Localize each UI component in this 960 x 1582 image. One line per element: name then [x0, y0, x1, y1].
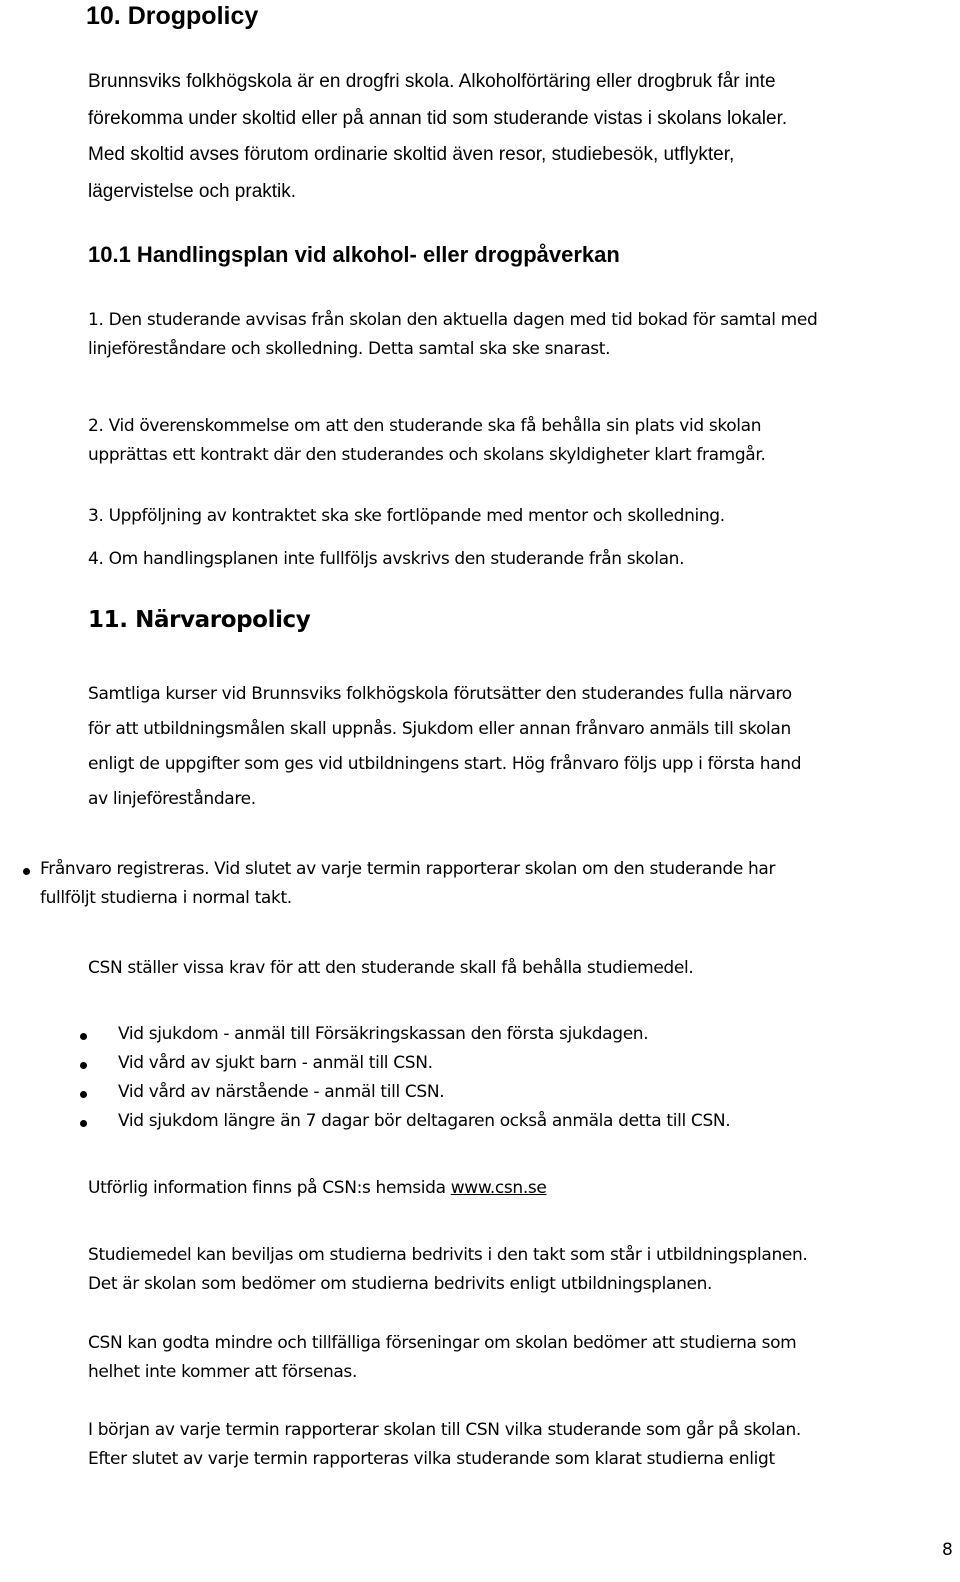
text-line: för att utbildningsmålen skall uppnås. Sjukdom eller annan frånvaro anmäls till skolan — [88, 719, 791, 739]
text-line: Samtliga kurser vid Brunnsviks folkhögskola förutsätter den studerandes fulla närvaro — [88, 684, 792, 704]
text-line: Med skoltid avses förutom ordinarie skoltid även resor, studiebesök, utflykter, — [88, 144, 735, 165]
text-line: CSN kan godta mindre och tillfälliga förseningar om skolan bedömer att studierna som — [88, 1333, 797, 1353]
drug-policy-intro — [88, 64, 948, 210]
study-pace-paragraph — [88, 1241, 953, 1299]
csn-info-text — [88, 1174, 953, 1203]
text-line: lägervistelse och praktik. — [88, 180, 297, 202]
delays-paragraph — [88, 1329, 953, 1387]
bullet-icon — [80, 1062, 87, 1069]
text-line: fullföljt studierna i normal takt. — [40, 888, 292, 908]
text-line: Frånvaro registreras. Vid slutet av varje termin rapporterar skolan om den studerande har — [40, 859, 776, 879]
csn-bullet-sickness: Vid sjukdom - anmäl till Försäkringskassan den första sjukdagen. — [118, 1024, 649, 1044]
csn-website-link[interactable]: www.csn.se — [450, 1178, 547, 1198]
text-line: av linjeföreståndare. — [88, 789, 256, 809]
text-line: 3. Uppföljning av kontraktet ska ske fortlöpande med mentor och skolledning. — [88, 506, 725, 526]
bullet-icon — [23, 868, 30, 875]
text-line: upprättas ett kontrakt där den studerandes och skolans skyldigheter klart framgår. — [88, 445, 766, 465]
text-line: Brunnsviks folkhögskola är en drogfri skola. Alkoholförtäring eller drogbruk får inte — [88, 71, 776, 92]
text-line: Studiemedel kan beviljas om studierna bedrivits i den takt som står i utbildningsplanen. — [88, 1245, 808, 1265]
text-line: 2. Vid överenskommelse om att den studerande ska få behålla sin plats vid skolan — [88, 416, 762, 436]
action-step-2 — [88, 412, 953, 470]
action-step-3 — [88, 502, 953, 531]
csn-requirements-text — [88, 954, 953, 983]
csn-bullet-relative-care: Vid vård av närstående - anmäl till CSN. — [118, 1082, 445, 1102]
text-line: CSN ställer vissa krav för att den studerande skall få behålla studiemedel. — [88, 958, 694, 978]
bullet-icon — [80, 1091, 87, 1098]
page-number: 8 — [942, 1540, 953, 1560]
text-line: Det är skolan som bedömer om studierna bedrivits enligt utbildningsplanen. — [88, 1274, 713, 1294]
reporting-paragraph — [88, 1416, 953, 1474]
info-prefix: Utförlig information finns på CSN:s hemsida — [88, 1178, 451, 1198]
bullet-icon — [80, 1033, 87, 1040]
section-11-heading: 11. Närvaropolicy — [88, 607, 311, 633]
text-line: I början av varje termin rapporterar skolan till CSN vilka studerande som går på skolan. — [88, 1420, 801, 1440]
action-step-1 — [88, 306, 953, 364]
absence-registration-bullet — [40, 855, 905, 913]
csn-bullet-long-sickness: Vid sjukdom längre än 7 dagar bör deltagaren också anmäla detta till CSN. — [118, 1111, 731, 1131]
text-line: enligt de uppgifter som ges vid utbildningens start. Hög frånvaro följs upp i första hand — [88, 754, 802, 774]
csn-bullet-sick-child: Vid vård av sjukt barn - anmäl till CSN. — [118, 1053, 433, 1073]
text-line: helhet inte kommer att försenas. — [88, 1362, 357, 1382]
text-line — [88, 1174, 953, 1203]
text-line: 1. Den studerande avvisas från skolan den aktuella dagen med tid bokad för samtal med — [88, 310, 818, 330]
bullet-icon — [80, 1120, 87, 1127]
attendance-policy-intro — [88, 677, 953, 817]
text-line: förekomma under skoltid eller på annan tid som studerande vistas i skolans lokaler. — [88, 107, 788, 129]
text-line: Efter slutet av varje termin rapporteras vilka studerande som klarat studierna enligt — [88, 1449, 775, 1469]
text-line: 4. Om handlingsplanen inte fullföljs avskrivs den studerande från skolan. — [88, 549, 685, 569]
text-line: linjeföreståndare och skolledning. Detta samtal ska ske snarast. — [88, 339, 611, 359]
action-step-4 — [88, 545, 953, 574]
section-10-1-heading: 10.1 Handlingsplan vid alkohol- eller drogpåverkan — [88, 242, 620, 267]
section-10-heading: 10. Drogpolicy — [86, 2, 259, 30]
